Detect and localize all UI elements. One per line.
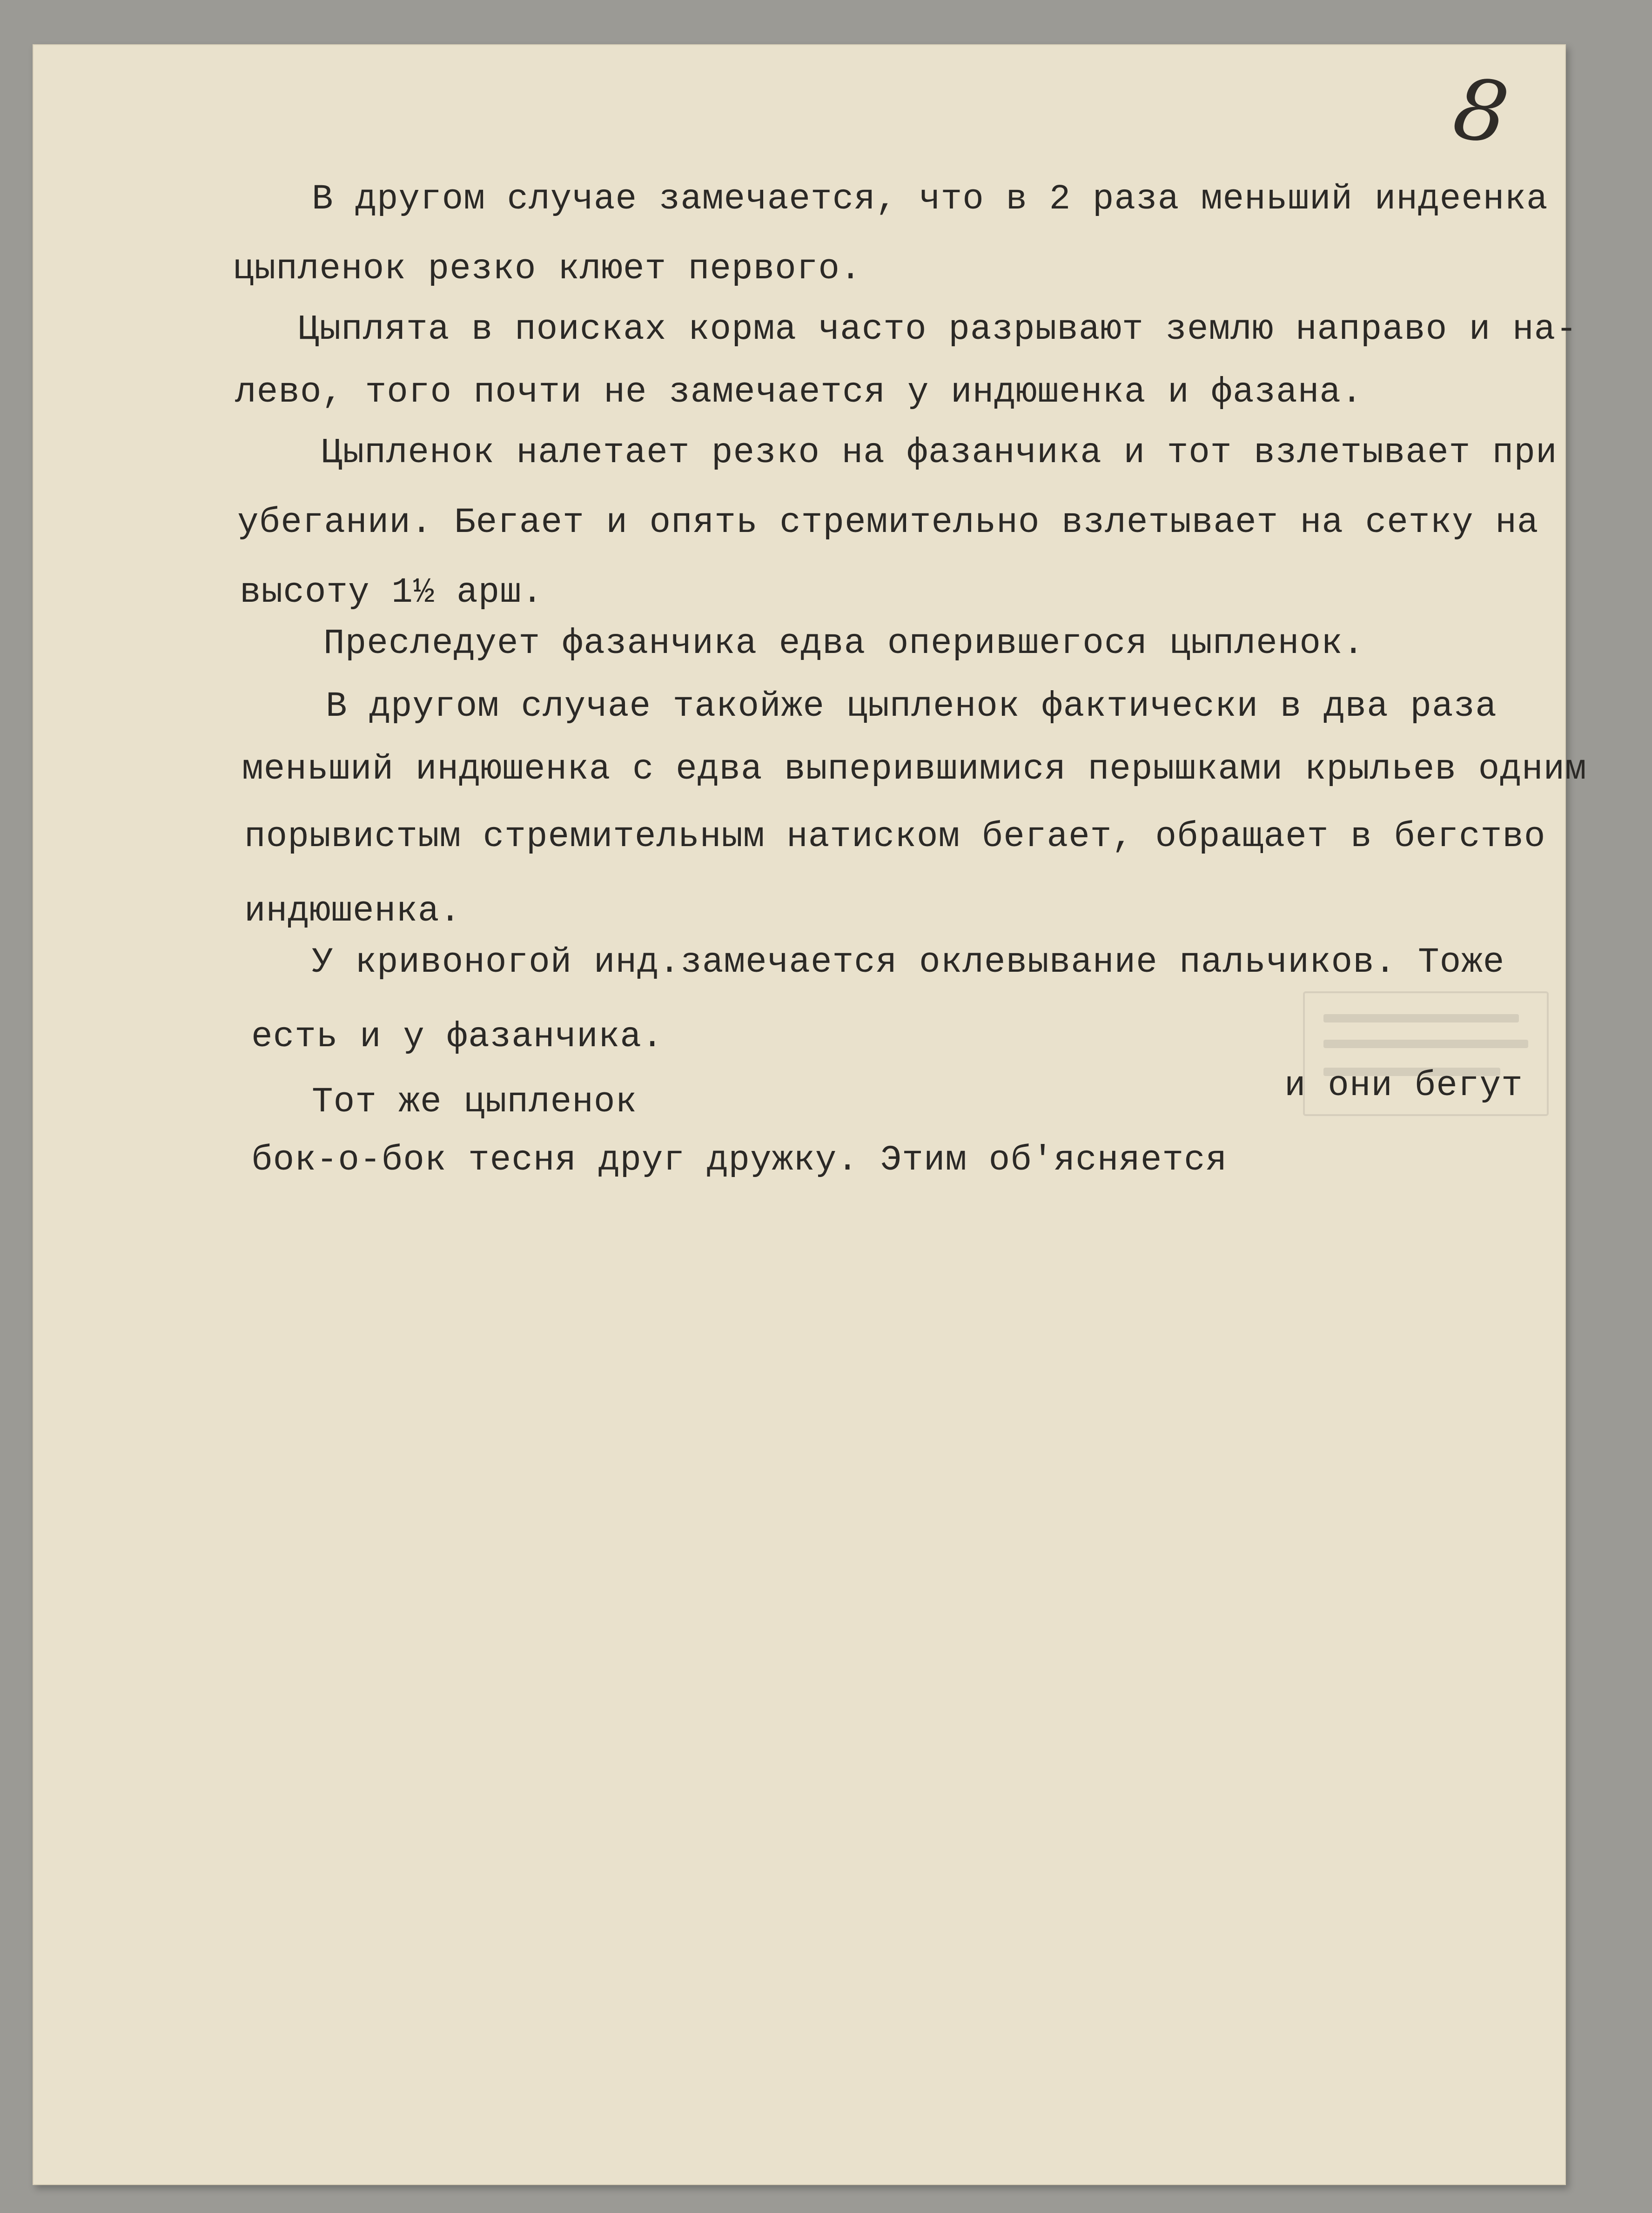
text-line-9: В другом случае такойже цыпленок фактически в два раза [326,686,1497,726]
text-line-16: и они бегут [1284,1066,1523,1106]
text-line-4: лево, того почти не замечается у индюшенка и фазана. [235,372,1363,412]
text-line-10: меньший индюшенка с едва выперившимися перышками крыльев одним [242,749,1587,789]
text-line-6: убегании. Бегает и опять стремительно взлетывает на сетку на [237,503,1539,543]
text-line-8: Преследует фазанчика едва оперившегося цыпленок. [323,624,1365,664]
text-line-11: порывистым стремительным натиском бегает, обращает в бегство [244,817,1546,857]
text-line-14: есть и у фазанчика. [251,1017,664,1057]
text-line-15: Тот же цыпленок [312,1082,638,1122]
text-line-13: У кривоногой инд.замечается оклевывание пальчиков. Тоже [312,942,1505,982]
text-line-1: В другом случае замечается, что в 2 раза меньший индеенка [312,179,1548,219]
text-line-12: индюшенка. [244,891,462,931]
folio-number: 8 [1448,60,1514,163]
text-line-7: высоту 1½ арш. [240,572,544,612]
text-line-3: Цыплята в поисках корма часто разрывают землю направо и на- [298,309,1578,350]
text-line-17: бок-о-бок тесня друг дружку. Этим об'ясняется [251,1140,1228,1180]
text-line-2: цыпленок резко клюет первого. [233,249,862,289]
text-line-5: Цыпленок налетает резко на фазанчика и тот взлетывает при [321,433,1558,473]
